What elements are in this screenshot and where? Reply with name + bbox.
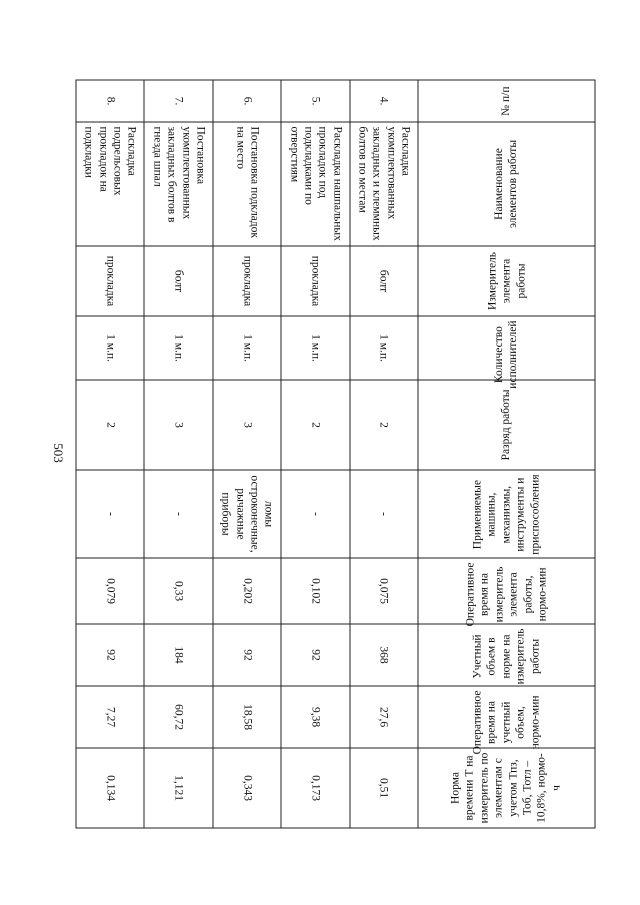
cell-tools: - <box>144 470 212 558</box>
cell-op-volume: 18,58 <box>213 686 281 748</box>
cell-unit: болт <box>144 246 212 316</box>
cell-num: 8. <box>76 80 144 122</box>
header-num: № п/п <box>418 80 595 122</box>
time-norm-table <box>76 80 596 829</box>
cell-norm: 1,121 <box>144 748 212 828</box>
header-row <box>418 80 595 828</box>
cell-volume: 92 <box>76 624 144 686</box>
table-row <box>144 80 212 828</box>
cell-op-time: 0,33 <box>144 558 212 624</box>
header-tools: Применяемые машины, механизмы, инструменты и приспособления <box>418 470 595 558</box>
cell-workers: 1 м.п. <box>350 316 418 380</box>
cell-num: 5. <box>281 80 349 122</box>
cell-grade: 3 <box>144 380 212 470</box>
cell-op-volume: 60,72 <box>144 686 212 748</box>
cell-num: 6. <box>213 80 281 122</box>
table-row <box>350 80 418 828</box>
cell-num: 4. <box>350 80 418 122</box>
page-number: 503 <box>51 443 66 463</box>
cell-workers: 1 м.п. <box>144 316 212 380</box>
cell-norm: 0,51 <box>350 748 418 828</box>
cell-volume: 184 <box>144 624 212 686</box>
cell-op-time: 0,202 <box>213 558 281 624</box>
cell-unit: болт <box>350 246 418 316</box>
cell-volume: 92 <box>213 624 281 686</box>
cell-unit: прокладка <box>281 246 349 316</box>
cell-name: Раскладка нашпальных прокладок под подкладками по отверстиям <box>281 122 349 246</box>
cell-op-volume: 9,38 <box>281 686 349 748</box>
cell-num: 7. <box>144 80 212 122</box>
cell-tools: - <box>281 470 349 558</box>
cell-unit: прокладка <box>76 246 144 316</box>
cell-unit: прокладка <box>213 246 281 316</box>
cell-grade: 2 <box>281 380 349 470</box>
header-op-volume: Оперативное время на учетный объем, нормо-мин <box>418 686 595 748</box>
cell-grade: 2 <box>76 380 144 470</box>
header-norm: Норма времени Т на измеритель по элементам с учетом Тпз, Тоб, Тотл – 10,8%, нормо-ч <box>418 748 595 828</box>
header-op-time: Оперативное время на измеритель элемента работы, нормо-мин <box>418 558 595 624</box>
cell-norm: 0,343 <box>213 748 281 828</box>
rotated-table-area <box>75 80 595 828</box>
table-row <box>76 80 144 828</box>
cell-workers: 1 м.п. <box>281 316 349 380</box>
table-row <box>281 80 349 828</box>
cell-workers: 1 м.п. <box>76 316 144 380</box>
table-row <box>213 80 281 828</box>
cell-workers: 1 м.п. <box>213 316 281 380</box>
header-unit: Измеритель элемента работы <box>418 246 595 316</box>
cell-op-time: 0,075 <box>350 558 418 624</box>
header-volume: Учетный объем в норме на измеритель работы <box>418 624 595 686</box>
header-workers: Количество исполнителей <box>418 316 595 380</box>
cell-op-volume: 27,6 <box>350 686 418 748</box>
cell-op-volume: 7,27 <box>76 686 144 748</box>
cell-op-time: 0,079 <box>76 558 144 624</box>
cell-op-time: 0,102 <box>281 558 349 624</box>
cell-volume: 92 <box>281 624 349 686</box>
cell-grade: 2 <box>350 380 418 470</box>
cell-grade: 3 <box>213 380 281 470</box>
cell-norm: 0,134 <box>76 748 144 828</box>
cell-name: Постановка укомплектованных закладных болтов в гнезда шпал <box>144 122 212 246</box>
cell-tools: ломы остроконечные, рычажные приборы <box>213 470 281 558</box>
cell-tools: - <box>76 470 144 558</box>
cell-name: Раскладка укомплектованных закладных и клеммных болтов по местам <box>350 122 418 246</box>
header-grade: Разряд работы <box>418 380 595 470</box>
cell-volume: 368 <box>350 624 418 686</box>
cell-name: Раскладка подрельсовых прокладок на подкладки <box>76 122 144 246</box>
cell-name: Постановка подкладок на место <box>213 122 281 246</box>
cell-tools: - <box>350 470 418 558</box>
cell-norm: 0,173 <box>281 748 349 828</box>
header-name: Наименование элементов работы <box>418 122 595 246</box>
